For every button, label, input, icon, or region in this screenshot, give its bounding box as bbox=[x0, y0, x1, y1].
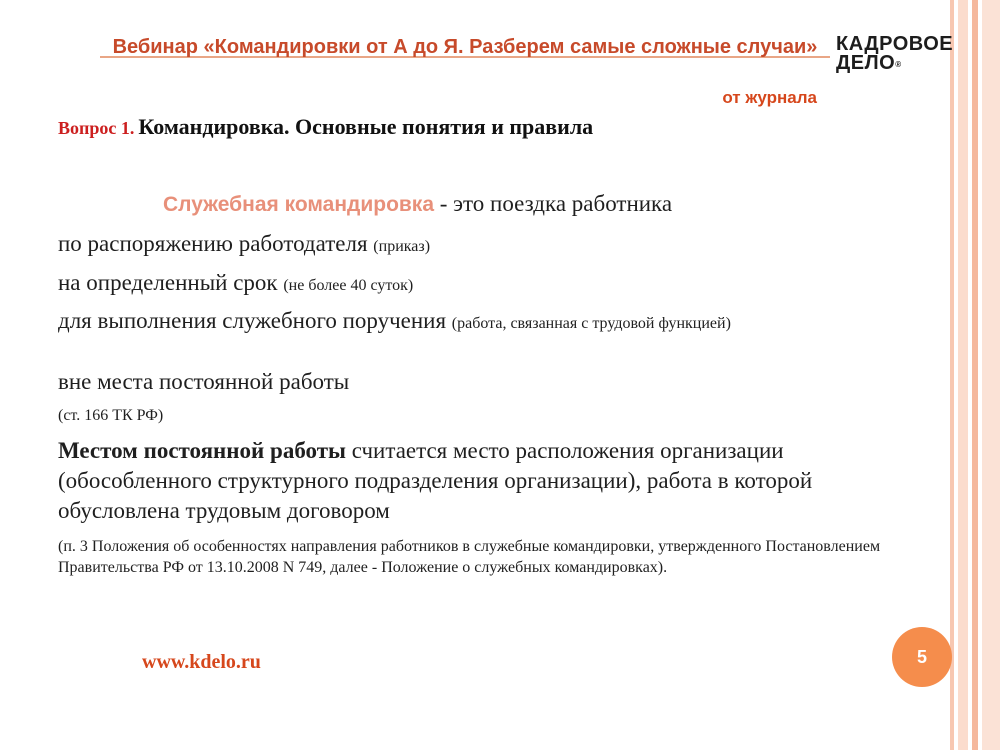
definition-text: - это поездка работника bbox=[434, 191, 673, 216]
stripe bbox=[958, 0, 968, 750]
point-note: (не более 40 суток) bbox=[283, 277, 414, 294]
point-order bbox=[58, 230, 430, 261]
stripe bbox=[950, 0, 954, 750]
logo-line-2: ДЕЛО bbox=[836, 52, 896, 74]
point-main: на определенный срок bbox=[58, 270, 284, 295]
logo-line-1: КАДРОВОЕ bbox=[836, 33, 954, 55]
definition-term: Служебная командировка bbox=[163, 193, 435, 216]
footnote: (п. 3 Положения об особенностях направления работников в служебные командировки, утвержденного Постановлением Правительства РФ от 13.10.2008 N 749, далее - Положение о служебных командировках). bbox=[58, 538, 881, 576]
point-location bbox=[58, 368, 349, 396]
point-term bbox=[58, 269, 413, 300]
website-link[interactable]: www.kdelo.ru bbox=[142, 651, 261, 673]
point-note: (приказ) bbox=[373, 238, 431, 255]
question-number: Вопрос 1. bbox=[58, 118, 135, 138]
journal-source: от журнала bbox=[722, 88, 817, 107]
point-main: для выполнения служебного поручения bbox=[58, 308, 452, 333]
question-heading bbox=[58, 114, 593, 140]
slide-header-title: Вебинар «Командировки от А до Я. Разберем самые сложные случаи» bbox=[112, 36, 818, 58]
point-note: (работа, связанная с трудовой функцией) bbox=[451, 315, 731, 332]
definition bbox=[163, 190, 672, 219]
law-reference: (ст. 166 ТК РФ) bbox=[58, 407, 164, 424]
question-title: Командировка. Основные понятия и правила bbox=[138, 114, 594, 139]
workplace-term: Местом постоянной работы bbox=[58, 438, 346, 463]
stripe bbox=[982, 0, 1000, 750]
workplace-definition bbox=[58, 436, 878, 526]
point-main: вне места постоянной работы bbox=[58, 369, 350, 394]
kadrovoe-delo-logo bbox=[836, 35, 953, 73]
logo-registered-mark: ® bbox=[895, 60, 902, 69]
page-number-badge: 5 bbox=[892, 627, 952, 687]
stripe bbox=[972, 0, 978, 750]
point-assignment bbox=[58, 308, 858, 337]
point-main: по распоряжению работодателя bbox=[58, 231, 374, 256]
decorative-stripes bbox=[950, 0, 1000, 750]
workplace-text: считается место расположения организации (обособленного структурного подразделения организации), работа в которой обусловлена трудовым договором bbox=[58, 438, 813, 523]
